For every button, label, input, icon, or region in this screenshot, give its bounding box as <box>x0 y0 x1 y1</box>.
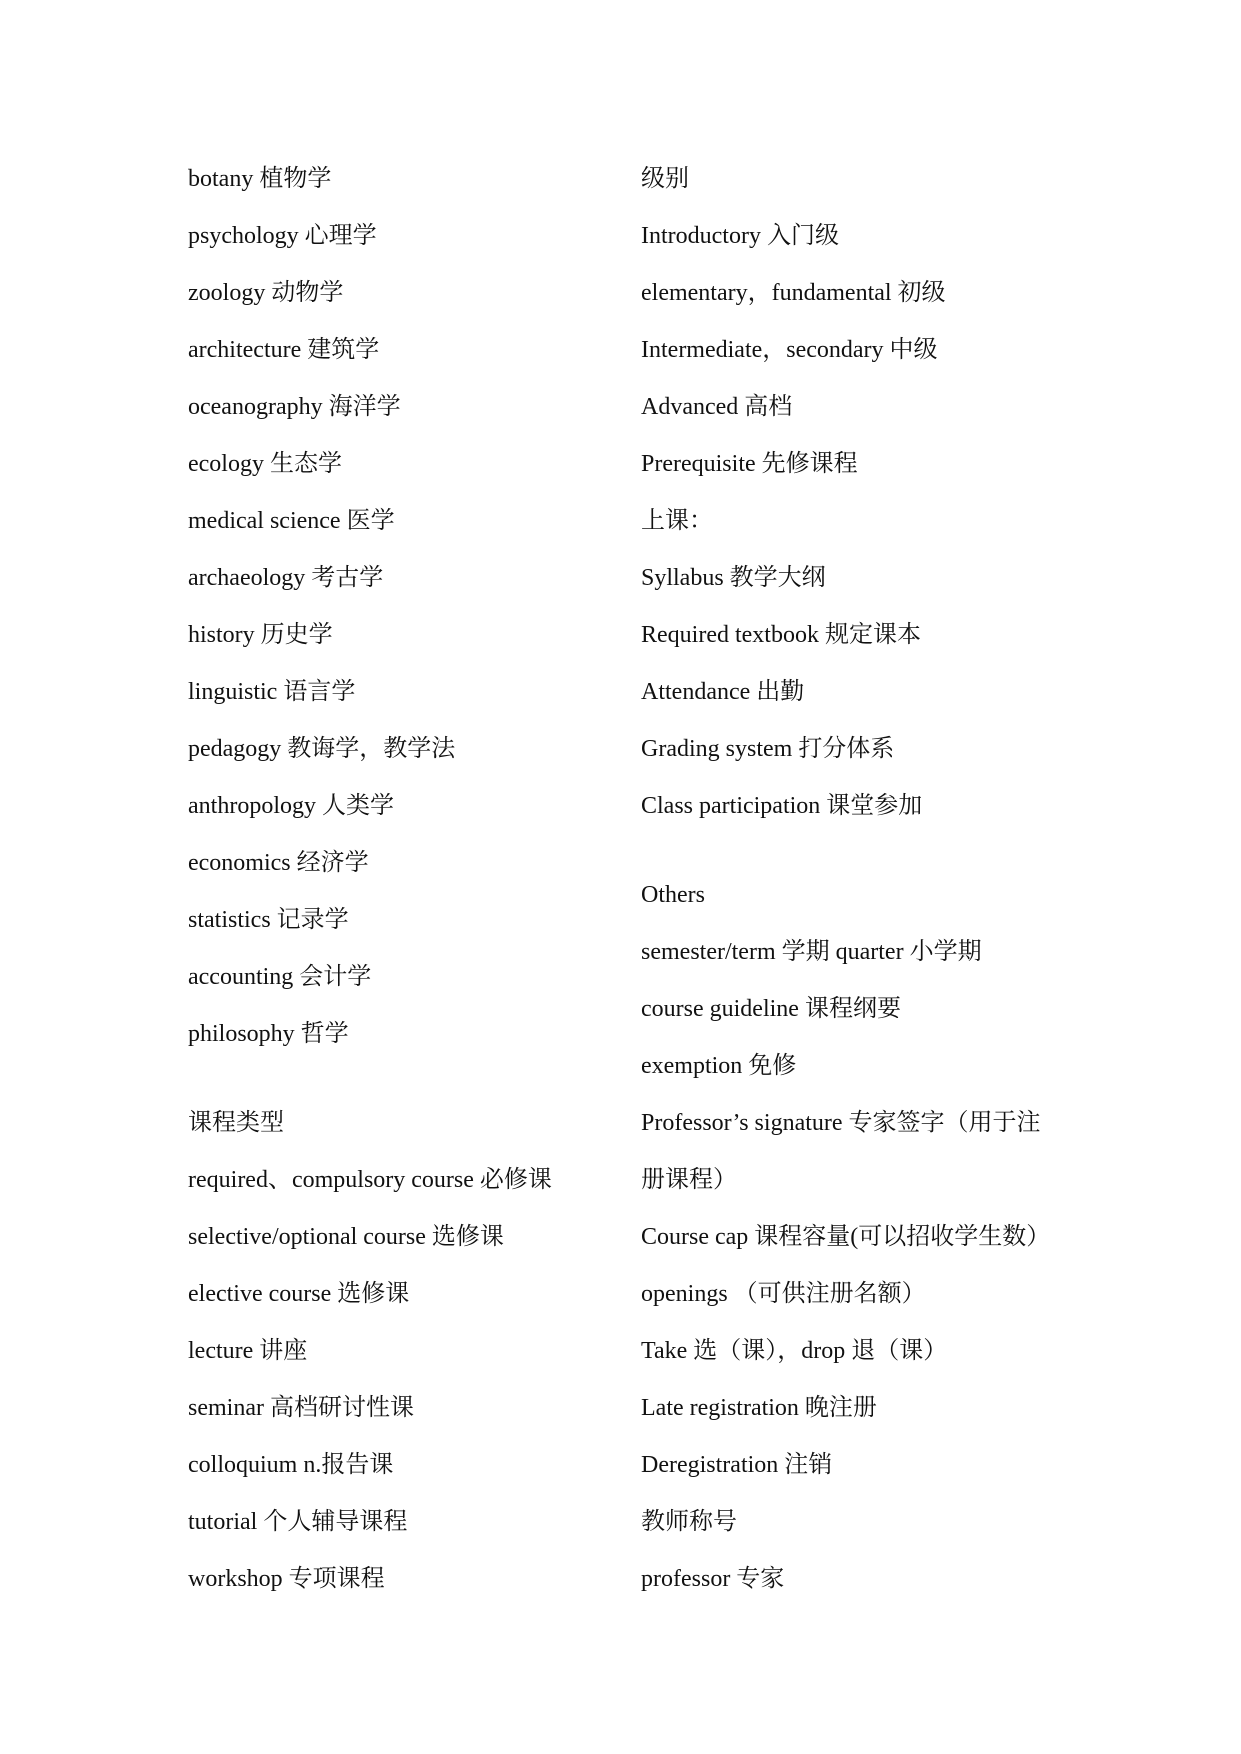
right-column-line: Syllabus 教学大纲 <box>641 565 826 591</box>
right-column-line: Others <box>641 882 705 908</box>
left-column-line: architecture 建筑学 <box>188 337 380 363</box>
right-column-line: Take 选（课），drop 退（课） <box>641 1338 948 1364</box>
right-column-line: course guideline 课程纲要 <box>641 996 901 1022</box>
right-column-line: professor 专家 <box>641 1566 785 1592</box>
right-column-line: exemption 免修 <box>641 1053 797 1079</box>
right-column-line: Professor’s signature 专家签字（用于注 <box>641 1110 1041 1136</box>
right-column-line: 教师称号 <box>641 1509 737 1535</box>
right-column-line: 上课： <box>641 508 713 534</box>
left-column-line: psychology 心理学 <box>188 223 377 249</box>
left-column-line: elective course 选修课 <box>188 1281 410 1307</box>
right-column-line: Attendance 出勤 <box>641 679 805 705</box>
right-column-line: Advanced 高档 <box>641 394 793 420</box>
right-column-line: Class participation 课堂参加 <box>641 793 923 819</box>
left-column-line: botany 植物学 <box>188 166 332 192</box>
left-column-line: archaeology 考古学 <box>188 565 384 591</box>
left-column-line: statistics 记录学 <box>188 907 349 933</box>
left-column-line: lecture 讲座 <box>188 1338 308 1364</box>
right-column-line: 级别 <box>641 166 689 192</box>
left-column-line: 课程类型 <box>188 1110 284 1136</box>
left-column-line: philosophy 哲学 <box>188 1021 349 1047</box>
left-column-line: selective/optional course 选修课 <box>188 1224 504 1250</box>
right-column-line: Grading system 打分体系 <box>641 736 895 762</box>
left-column-line: required、compulsory course 必修课 <box>188 1167 552 1193</box>
left-column-line: history 历史学 <box>188 622 333 648</box>
right-column-line: Deregistration 注销 <box>641 1452 833 1478</box>
right-column-line: elementary，fundamental 初级 <box>641 280 946 306</box>
right-column-line: Introductory 入门级 <box>641 223 839 249</box>
right-column-line: 册课程） <box>641 1167 737 1193</box>
left-column-line: seminar 高档研讨性课 <box>188 1395 414 1421</box>
right-column-line: openings （可供注册名额） <box>641 1281 926 1307</box>
left-column-line: anthropology 人类学 <box>188 793 394 819</box>
left-column <box>188 155 658 1612</box>
left-column-line: workshop 专项课程 <box>188 1566 385 1592</box>
left-column-line: medical science 医学 <box>188 508 395 534</box>
left-column-line: accounting 会计学 <box>188 964 372 990</box>
left-column-line: colloquium n.报告课 <box>188 1452 394 1478</box>
right-column <box>641 155 1081 1612</box>
left-column-line: ecology 生态学 <box>188 451 342 477</box>
left-column-line: economics 经济学 <box>188 850 369 876</box>
right-column-line: Course cap 课程容量(可以招收学生数） <box>641 1224 1051 1250</box>
left-column-line: oceanography 海洋学 <box>188 394 401 420</box>
left-column-line: zoology 动物学 <box>188 280 344 306</box>
right-column-line: Required textbook 规定课本 <box>641 622 921 648</box>
right-column-line: Intermediate，secondary 中级 <box>641 337 938 363</box>
left-column-line: linguistic 语言学 <box>188 679 356 705</box>
left-column-line: tutorial 个人辅导课程 <box>188 1509 408 1535</box>
right-column-line: semester/term 学期 quarter 小学期 <box>641 939 982 965</box>
right-column-line: Late registration 晚注册 <box>641 1395 877 1421</box>
right-column-line: Prerequisite 先修课程 <box>641 451 858 477</box>
left-column-line: pedagogy 教诲学，教学法 <box>188 736 456 762</box>
